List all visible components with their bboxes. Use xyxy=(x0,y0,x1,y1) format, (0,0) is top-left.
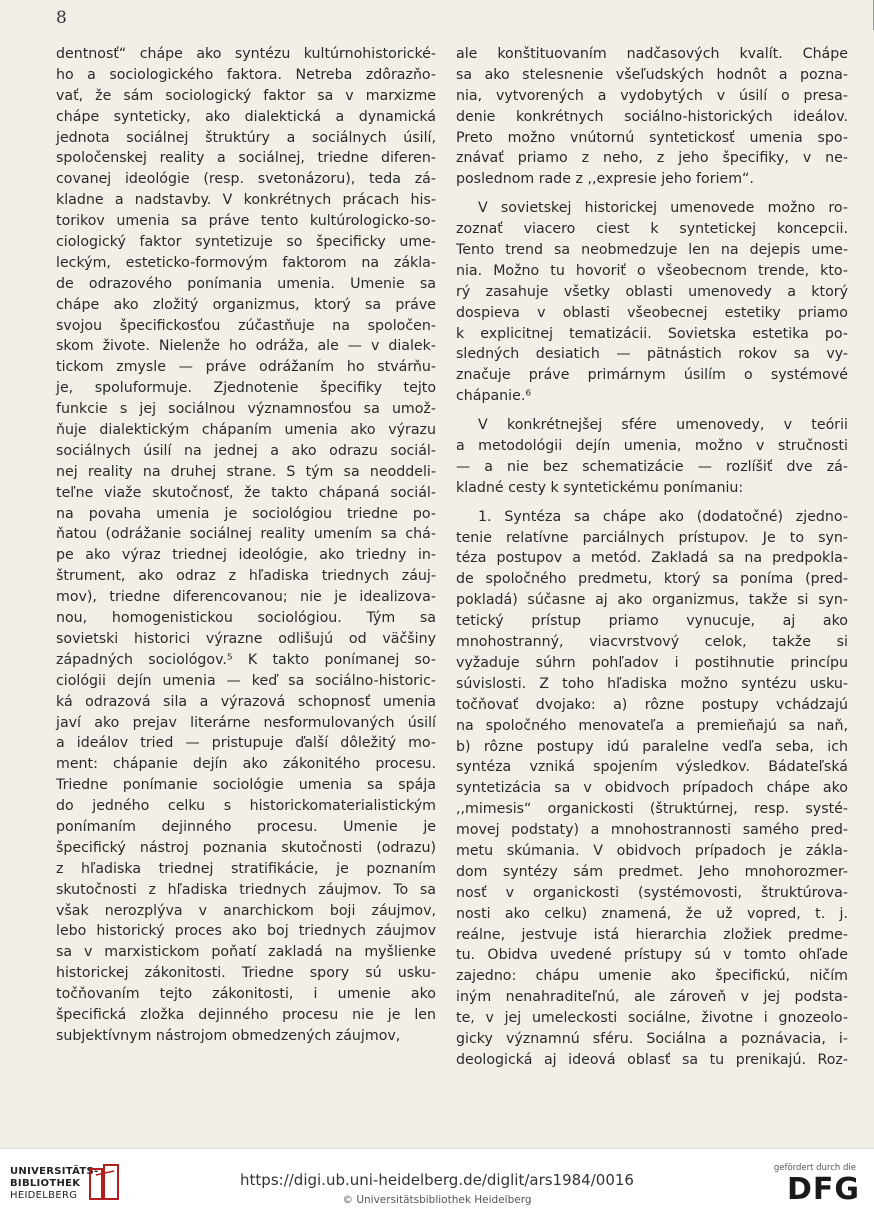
text-line: V sovietskej historickej umenovede možno ro- xyxy=(478,200,848,217)
copyright-notice: © Universitätsbibliothek Heidelberg xyxy=(342,1194,532,1206)
text-line: Preto možno vnútornú syntetickosť umenia spo- xyxy=(456,129,848,146)
text-line: tetický prístup priamo vynucuje, aj ako xyxy=(456,613,848,630)
library-name-line-3: HEIDELBERG xyxy=(10,1190,78,1201)
text-line: ,,mimesis“ organickosti (štruktúrnej, resp. systé- xyxy=(456,801,848,818)
text-line: Triedne ponímanie sociológie umenia sa spája xyxy=(56,777,436,794)
text-line: nou, homogenistickou sociológiou. Tým sa xyxy=(56,610,436,627)
text-line: chápe ako zložitý organizmus, ktorý sa práve xyxy=(56,296,436,313)
text-line: západných sociológov.⁵ K takto ponímanej so- xyxy=(56,651,436,668)
text-line: nia. Možno tu hovoriť o všeobecnom trende, kto- xyxy=(456,262,848,279)
text-line: de odrazového ponímania umenia. Umenie sa xyxy=(56,275,436,292)
text-line: nosti ako celku) znamená, že už vopred, t. j. xyxy=(456,905,848,922)
text-line: sociálnych úsilí na jednej a ako odrazu sociál- xyxy=(56,442,436,459)
text-line: ňuje dialektickým chápaním umenia ako výrazu xyxy=(56,422,436,439)
text-line: a metodológii dejín umenia, možno v stručnosti xyxy=(456,438,848,455)
text-line: súvislosti. Z toho hľadiska možno syntézu usku- xyxy=(456,675,848,692)
text-line: nia, vytvorených a vydobytých v úsilí o presa- xyxy=(456,87,848,104)
text-line: spoločenskej reality a sociálnej, triedne diferen- xyxy=(56,150,436,167)
text-line: subjektívnym nástrojom obmedzených záujmov, xyxy=(56,1027,401,1044)
text-line: téza postupov a metód. Zakladá sa na predpokla- xyxy=(456,550,848,567)
text-line: znávať priamo z neho, z jeho špecifiky, v ne- xyxy=(456,150,848,167)
text-line: ňatou (odrážanie sociálnej reality umením sa chá- xyxy=(56,526,436,543)
text-line: jednota sociálnej štruktúry a sociálnych úsilí, xyxy=(56,129,436,146)
text-line: ciológii dejín umenia — keď sa sociálno-historic- xyxy=(56,672,436,689)
text-line: deologická aj ideová oblasť sa tu prenikajú. Roz- xyxy=(456,1051,848,1068)
text-line: dospieva v oblasti všeobecnej estetiky priamo xyxy=(456,304,848,321)
text-line: pokladá) súčasne aj ako organizmus, takže si syn- xyxy=(456,592,848,609)
text-line: — a nie bez schematizácie — rozlíšiť dve zá- xyxy=(456,458,848,475)
text-line: na spoločného menovateľa a premieňajú sa naň, xyxy=(456,717,848,734)
text-line: movej podstaty) a mnohostrannosti samého pred- xyxy=(456,822,848,839)
text-line: de spoločného predmetu, ktorý sa poníma (pred- xyxy=(456,571,848,588)
text-line: rý zasahuje všetky oblasti umenovedy a ktorý xyxy=(456,283,848,300)
text-line: torikov umenia sa práve tento kultúrologicko-so- xyxy=(56,213,436,230)
text-line: lebo historický proces ako boj triednych záujmov xyxy=(56,923,436,940)
text-line: tickom zmysle — práve odrážaním ho stvárňu- xyxy=(56,359,436,376)
text-line: točňovaním tejto zákonitosti, i umenie ako xyxy=(56,986,436,1003)
text-line: 1. Syntéza sa chápe ako (dodatočné) zjedno- xyxy=(478,508,848,525)
text-line: dom syntézy sám predmet. Jeho mnohorozmer- xyxy=(456,863,848,880)
text-line: pe ako výraz triednej ideológie, ako triedny in- xyxy=(56,547,436,564)
library-name-line-1: UNIVERSITÄTS- xyxy=(10,1166,99,1177)
text-line: b) rôzne postupy idú paralelne vedľa seba, ich xyxy=(456,738,848,755)
paragraph-gap xyxy=(456,190,848,198)
text-line: iným nenahraditeľnú, ale zároveň v jej podsta- xyxy=(456,989,848,1006)
text-line: funkcie s jej sociálnou významnosťou sa umož- xyxy=(56,401,436,418)
text-line: ká odrazová sila a výrazová schopnosť umenia xyxy=(56,693,436,710)
text-line: sovietski historici výrazne odlišujú od väčšiny xyxy=(56,630,436,647)
text-line: štrument, ako odraz z hľadiska triednych záuj- xyxy=(56,568,436,585)
text-line: ponímaním dejinného procesu. Umenie je xyxy=(56,818,436,835)
right-text-column xyxy=(456,44,848,1071)
funding-label: gefördert durch die xyxy=(773,1163,856,1173)
text-line: ment: chápanie dejín ako zákonitého procesu. xyxy=(56,756,436,773)
text-line: na povaha umenia je sociológiou triedne po- xyxy=(56,505,436,522)
paragraph-gap xyxy=(456,499,848,507)
text-line: te, v jej umeleckosti sociálne, životne i gnozeolo- xyxy=(456,1010,848,1027)
text-line: ciologický faktor syntetizuje so špecificky ume- xyxy=(56,234,436,251)
text-line: tenie relatívne parciálnych prístupov. Je to syn- xyxy=(456,529,848,546)
library-name-line-2: BIBLIOTHEK xyxy=(10,1178,81,1189)
text-line: syntetizácia sa v obidvoch prípadoch chápe ako xyxy=(456,780,848,797)
text-line: V konkrétnejšej sfére umenovedy, v teórii xyxy=(478,417,848,434)
paragraph-gap xyxy=(456,407,848,415)
text-line: zoznať viacero ciest k syntetickej koncepcii. xyxy=(456,221,848,238)
text-line: však nerozplýva v anarchickom boji záujmov, xyxy=(56,902,436,919)
text-line: tu. Obidva uvedené prístupy sú v tomto ohľade xyxy=(456,947,848,964)
text-line: skom živote. Nielenže ho odráža, ale — v dialek- xyxy=(56,338,436,355)
digital-library-footer xyxy=(0,1148,874,1218)
text-line: z hľadiska triednej stratifikácie, je poznaním xyxy=(56,860,436,877)
text-line: zajedno: chápu umenie ako špecifickú, ničím xyxy=(456,968,848,985)
text-line: sa v marxistickom poňatí zakladá na myšlienke xyxy=(56,944,436,961)
text-line: gicky významnú sféru. Sociálna a poznávacia, i- xyxy=(456,1030,848,1047)
text-line: ale konštituovaním nadčasových kvalít. Chápe xyxy=(456,46,848,62)
text-line: reálne, jestvuje istá hierarchia zložiek predme- xyxy=(456,926,848,943)
text-line: mov), triedne diferencovanou; nie je idealizova- xyxy=(56,589,436,606)
text-line: denie konkrétnych sociálno-historických ideálov. xyxy=(456,108,848,125)
text-line: teľne viaže skutočnosť, že takto chápaná sociál- xyxy=(56,484,436,501)
document-url-link[interactable]: https://digi.ub.uni-heidelberg.de/diglit/ars1984/0016 xyxy=(240,1171,634,1189)
text-line: do jedného celku s historickomaterialistickým xyxy=(56,798,436,815)
text-line: syntéza vzniká spojením výsledkov. Bádateľská xyxy=(456,759,848,776)
text-line: historickej zákonitosti. Triedne spory sú usku- xyxy=(56,965,436,982)
text-line: špecifický nástroj poznania skutočnosti (odrazu) xyxy=(56,839,436,856)
dfg-logo: DFG xyxy=(786,1172,860,1207)
text-line: javí ako prejav literárne nesformulovaných úsilí xyxy=(56,714,436,731)
text-line: sa ako stelesnenie všeľudských hodnôt a pozna- xyxy=(456,66,848,83)
text-line: sledných desiatich — pätnástich rokov sa vy- xyxy=(456,346,848,363)
text-line: nej reality na druhej strane. S tým sa neoddeli- xyxy=(56,463,436,480)
text-line: je, spoluformuje. Zjednotenie špecifiky tejto xyxy=(56,380,436,397)
text-line: kladné cesty k syntetickému ponímaniu: xyxy=(456,479,744,496)
text-line: leckým, esteticko-formovým faktorom na zákla- xyxy=(56,254,436,271)
text-line: vať, že sám sociologický faktor sa v marxizme xyxy=(56,87,436,104)
text-line: dentnosť“ chápe ako syntézu kultúrnohistorické- xyxy=(56,46,436,62)
text-line: špecifická zložka dejinného procesu nie je len xyxy=(56,1006,436,1023)
left-text-column xyxy=(56,44,436,1047)
text-line: covanej ideológie (resp. svetonázoru), teda zá- xyxy=(56,171,436,188)
text-line: k explicitnej tematizácii. Sovietska estetika po- xyxy=(456,325,848,342)
text-line: značuje práve primárnym úsilím o systémové xyxy=(456,367,848,384)
text-line: chápanie.⁶ xyxy=(456,388,532,405)
text-line: mnohostranný, viacvrstvový celok, takže si xyxy=(456,634,848,651)
text-line: a ideálov tried — pristupuje ďalší dôležitý mo- xyxy=(56,735,436,752)
text-line: ho a sociologického faktora. Netreba zdôrazňo- xyxy=(56,66,436,83)
text-line: Tento trend sa neobmedzuje len na dejepis ume- xyxy=(456,242,848,259)
text-line: skutočnosti z hľadiska triednych záujmov. To sa xyxy=(56,881,436,898)
text-line: točňovať dvojako: a) rôzne postupy vchádzajú xyxy=(456,696,848,713)
text-line: nosť v organickosti (systémovosti, štruktúrova- xyxy=(456,884,848,901)
text-line: poslednom rade z ,,expresie jeho foriem“. xyxy=(456,171,754,188)
text-line: metu skúmania. V obidvoch prípadoch je zákla- xyxy=(456,842,848,859)
text-line: svojou špecifickosťou zúčastňuje na spoločen- xyxy=(56,317,436,334)
text-line: kladne a nadstavby. V konkrétnych prácach his- xyxy=(56,192,436,209)
text-line: vyžaduje súhrn pohľadov i postihnutie princípu xyxy=(456,654,848,671)
page-number: 8 xyxy=(56,8,67,28)
text-line: chápe synteticky, ako dialektická a dynamická xyxy=(56,108,436,125)
